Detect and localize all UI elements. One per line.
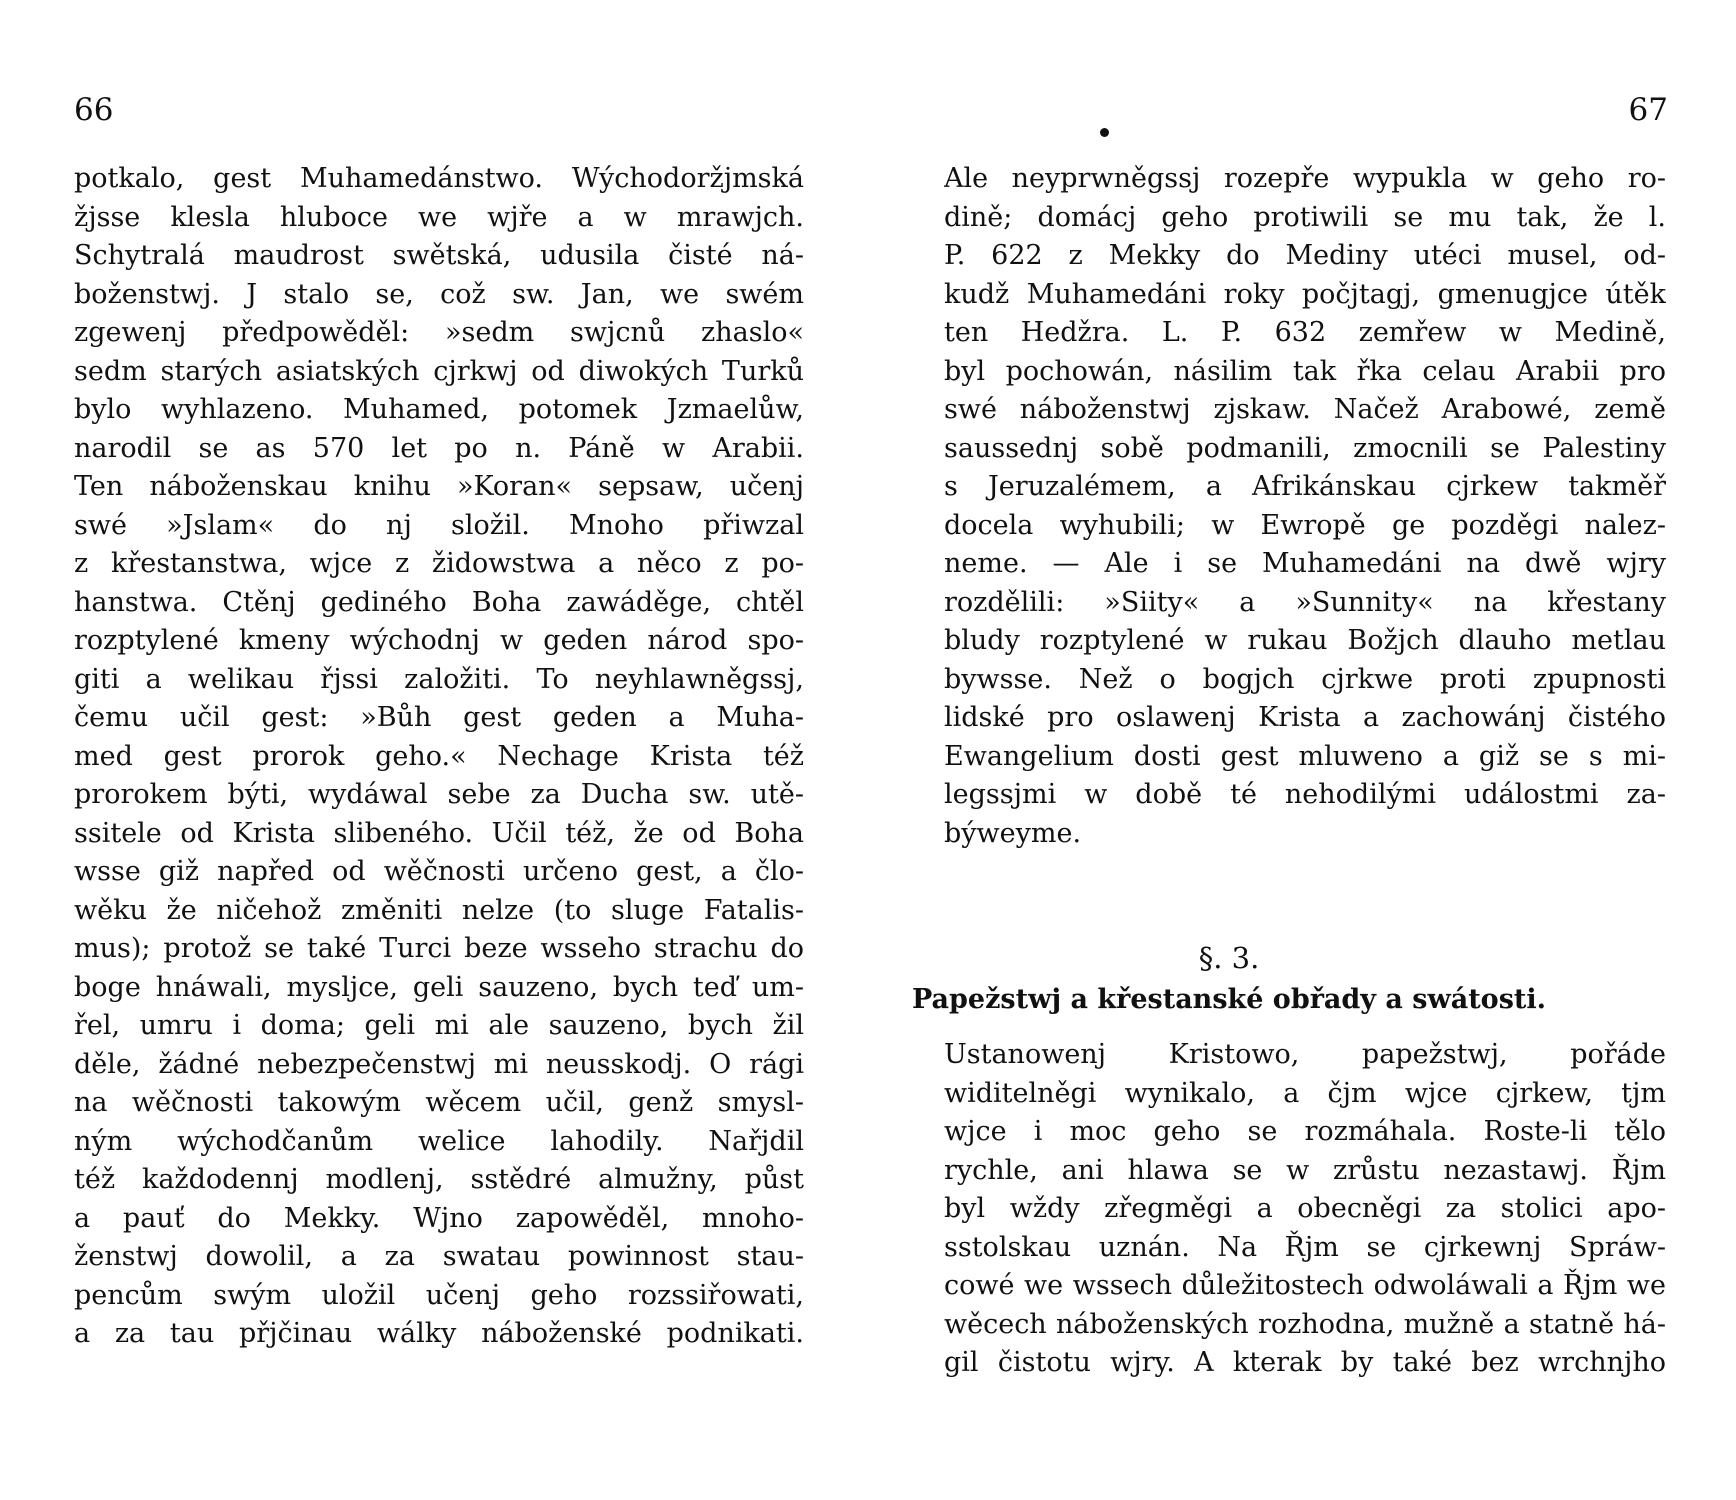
text-line: sedm starých asiatských cjrkwj od diwokých Turků <box>74 355 804 387</box>
text-line: docela wyhubili; w Ewropě ge pozděgi nalez- <box>944 509 1666 541</box>
text-line: wěcech náboženských rozhodna, mužně a statně há- <box>944 1308 1666 1340</box>
text-line: býweyme. <box>944 817 1082 849</box>
text-line: též každodennj modlenj, sstědré almužny, půst <box>74 1164 804 1195</box>
text-line: Ten náboženskau knihu »Koran« sepsaw, učenj <box>74 471 804 502</box>
text-line: s Jeruzalémem, a Afrikánskau cjrkew takměř <box>944 471 1666 502</box>
text-line: bywsse. Než o bogjch cjrkwe proti zpupnosti <box>944 663 1666 695</box>
text-line: swé »Jslam« do nj složil. Mnoho přiwzal <box>74 509 804 541</box>
text-line: Ustanowenj Kristowo, papežstwj, pořáde <box>944 1039 1666 1070</box>
text-line: čemu učil gest: »Bůh gest geden a Muha- <box>74 702 804 733</box>
right-page <box>868 0 1736 1500</box>
text-line: ným wýchodčanům welice lahodily. Nařjdil <box>74 1125 804 1157</box>
text-line: rychle, ani hlawa se w zrůstu nezastawj. Řjm <box>944 1154 1666 1186</box>
left-page-text <box>74 160 804 1354</box>
text-line: swé náboženstwj zjskaw. Načež Arabowé, země <box>944 394 1666 425</box>
text-line: bylo wyhlazeno. Muhamed, potomek Jzmaelůw, <box>74 394 804 425</box>
text-line: rozptylené kmeny wýchodnj w geden národ spo- <box>74 625 804 656</box>
text-line: žjsse klesla hluboce we wjře a w mrawjch. <box>74 201 804 233</box>
text-line: mus); protož se také Turci beze wsseho strachu do <box>74 933 804 964</box>
text-line: na wěčnosti takowým wěcem učil, genž smysl- <box>74 1087 804 1118</box>
text-line: bludy rozptylené w rukau Božjch dlauho metlau <box>944 625 1666 656</box>
page-number-left: 66 <box>74 92 114 128</box>
text-line: Ewangelium dosti gest mluweno a giž se s mi- <box>944 740 1666 772</box>
text-line: widitelněgi wynikalo, a čjm wjce cjrkew, tjm <box>944 1077 1666 1109</box>
text-line: legssjmi w době té nehodilými událostmi za- <box>944 779 1666 810</box>
text-line: ten Hedžra. L. P. 632 zemřew w Medině, <box>944 317 1666 348</box>
text-line: pencům swým uložil učenj geho rozssiřowati, <box>74 1279 804 1311</box>
ink-dot <box>1100 128 1109 137</box>
text-line: kudž Muhamedáni roky počjtagj, gmenugjce útěk <box>944 278 1666 310</box>
text-line: a za tau přjčinau wálky náboženské podnikati. <box>74 1318 804 1349</box>
text-line: hanstwa. Ctěnj gediného Boha zawáděge, chtěl <box>74 586 804 618</box>
text-line: ssitele od Krista slibeného. Učil též, že od Boha <box>74 817 804 849</box>
text-line: med gest prorok geho.« Nechage Krista též <box>74 740 804 772</box>
text-line: dině; domácj geho protiwili se mu tak, že l. <box>944 201 1666 233</box>
text-line: byl pochowán, násilim tak řka celau Arabii pro <box>944 355 1666 387</box>
text-line: potkalo, gest Muhamedánstwo. Wýchodoržjmská <box>74 163 804 194</box>
text-line: wjce i moc geho se rozmáhala. Roste-li tělo <box>944 1116 1666 1147</box>
text-line: giti a welikau řjssi založiti. To neyhlawněgssj, <box>74 663 804 695</box>
text-line: Ale neyprwněgssj rozepře wypukla w geho ro- <box>944 163 1666 194</box>
section-number: §. 3. <box>1198 941 1260 975</box>
text-line: wěku že ničehož změniti nelze (to sluge Fatalis- <box>74 894 804 926</box>
text-line: ženstwj dowolil, a za swatau powinnost stau- <box>74 1241 804 1272</box>
text-line: cowé we wssech důležitostech odwoláwali a Řjm we <box>944 1270 1666 1301</box>
text-line: gil čistotu wjry. A kterak by také bez wrchnjho <box>944 1347 1666 1378</box>
page-number-right: 67 <box>1628 92 1668 128</box>
text-line: neme. — Ale i se Muhamedáni na dwě wjry <box>944 548 1666 579</box>
text-line: z křestanstwa, wjce z židowstwa a něco z po- <box>74 548 804 579</box>
text-line: sstolskau uznán. Na Řjm se cjrkewnj Spráw- <box>944 1231 1666 1263</box>
text-line: děle, žádné nebezpečenstwj mi neusskodj. O rági <box>74 1048 804 1080</box>
text-line: zgewenj předpowěděl: »sedm swjcnů zhaslo« <box>74 317 804 348</box>
right-page-body-text <box>944 1036 1666 1383</box>
text-line: wsse giž napřed od wěčnosti určeno gest, a člo- <box>74 856 804 887</box>
text-line: narodil se as 570 let po n. Páně w Arabii. <box>74 432 804 464</box>
right-page-top-text <box>944 160 1666 853</box>
text-line: P. 622 z Mekky do Mediny utéci musel, od- <box>944 240 1666 271</box>
text-line: saussednj sobě podmanili, zmocnili se Palestiny <box>944 432 1666 464</box>
text-line: boženstwj. J stalo se, což sw. Jan, we swém <box>74 278 804 310</box>
section-title: Papežstwj a křestanské obřady a swátosti. <box>911 984 1547 1015</box>
text-line: prorokem býti, wydáwal sebe za Ducha sw. utě- <box>74 779 804 810</box>
text-line: rozdělili: »Siity« a »Sunnity« na křestany <box>944 586 1666 618</box>
text-line: a pauť do Mekky. Wjno zapowěděl, mnoho- <box>74 1202 804 1234</box>
text-line: byl wždy zřegměgi a obecněgi za stolici apo- <box>944 1193 1666 1224</box>
text-line: Schytralá maudrost swětská, udusila čisté ná- <box>74 240 804 271</box>
text-line: boge hnáwali, mysljce, geli sauzeno, bych teď um- <box>74 971 804 1003</box>
text-line: lidské pro oslawenj Krista a zachowánj čistého <box>944 702 1666 733</box>
text-line: řel, umru i doma; geli mi ale sauzeno, bych žil <box>74 1010 804 1041</box>
